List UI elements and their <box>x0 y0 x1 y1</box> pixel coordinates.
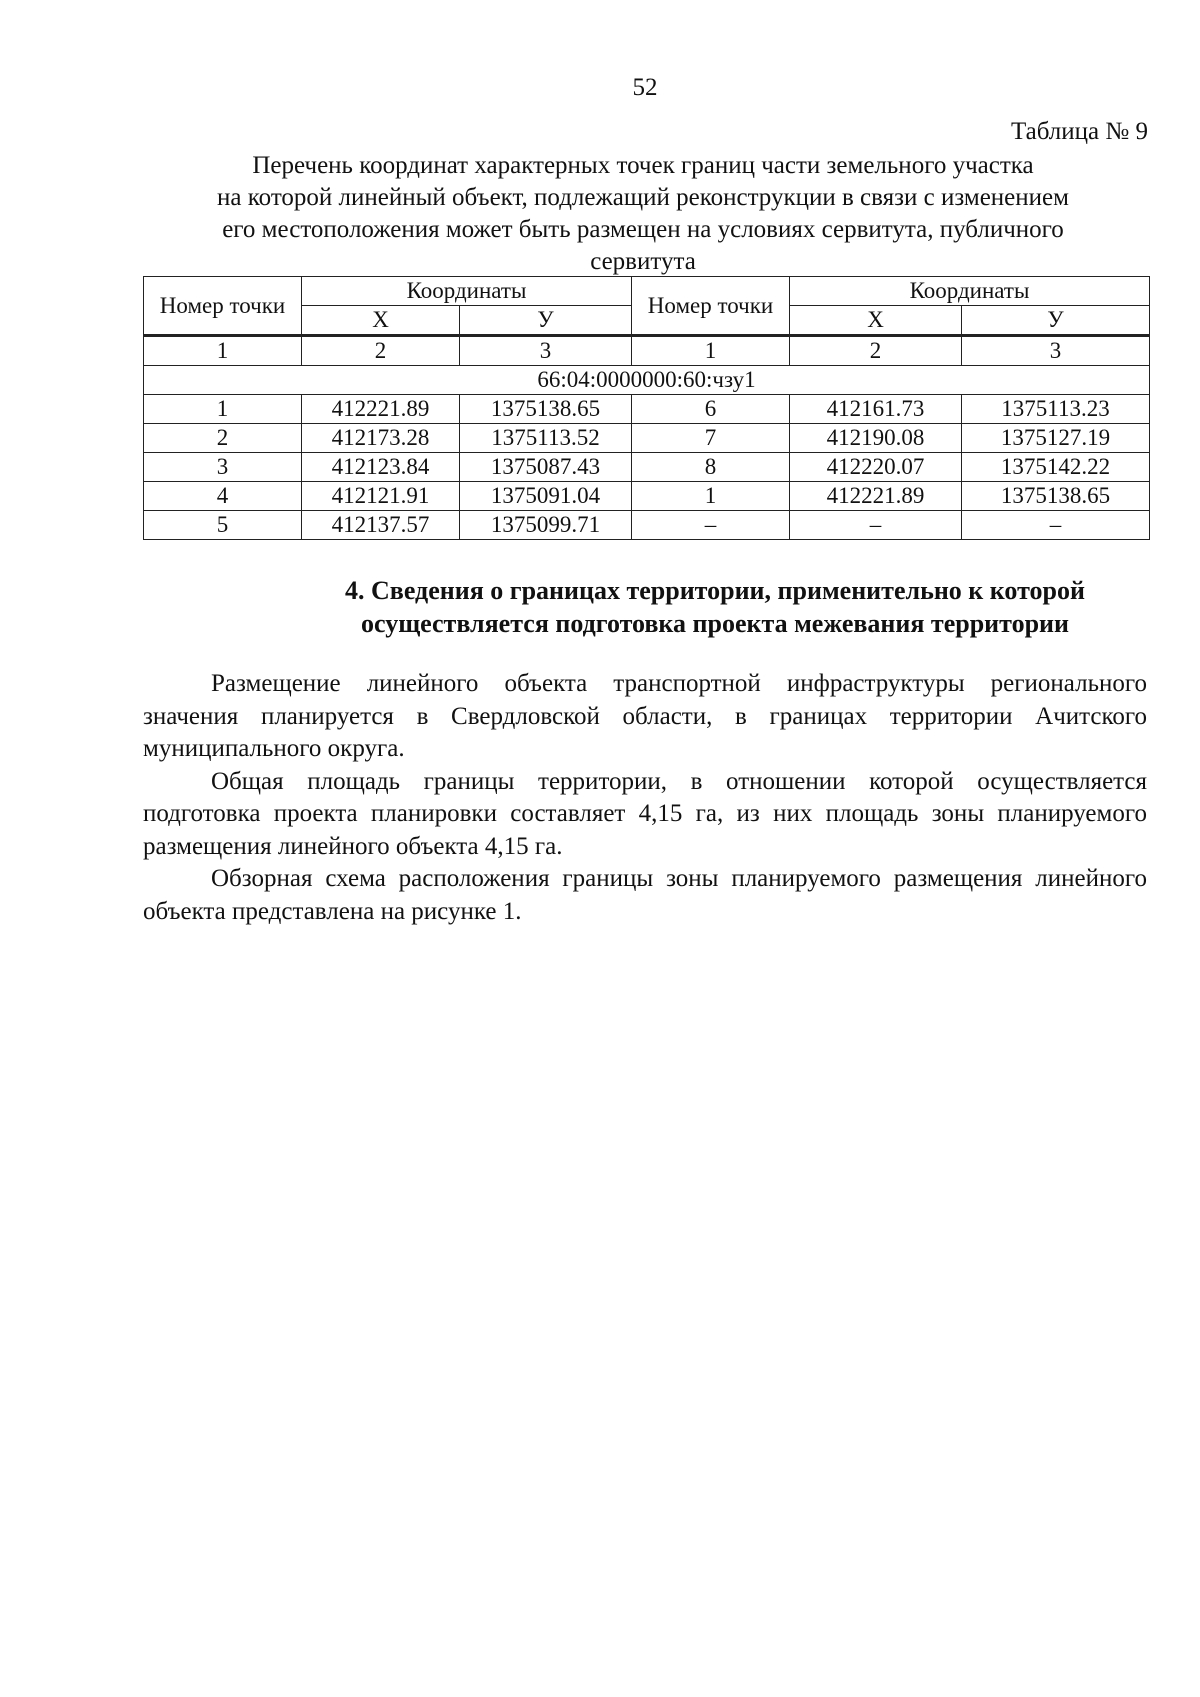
table-cell: 5 <box>144 511 302 540</box>
header-point-number-right: Номер точки <box>632 277 790 336</box>
table-caption-line: его местоположения может быть размещен на условиях сервитута, публичного <box>222 216 1064 243</box>
table-cell: – <box>962 511 1150 540</box>
table-caption-line: Перечень координат характерных точек границ части земельного участка <box>252 152 1034 179</box>
column-number: 3 <box>460 336 632 366</box>
column-number-row <box>144 336 1150 366</box>
table-cell: 412137.57 <box>302 511 460 540</box>
table-cell: 1375138.65 <box>460 395 632 424</box>
section-heading-line: 4. Сведения о границах территории, применительно к которой <box>345 576 1085 605</box>
header-y-right: У <box>962 306 1150 336</box>
table-row <box>144 395 1150 424</box>
table-row <box>144 482 1150 511</box>
paragraph: Обзорная схема расположения границы зоны планируемого размещения линейного объекта представлена на рисунке 1. <box>143 865 1147 925</box>
table-label: Таблица № 9 <box>1010 118 1148 145</box>
table-cell: 412190.08 <box>790 424 962 453</box>
column-number: 1 <box>144 336 302 366</box>
table-cell: 412173.28 <box>302 424 460 453</box>
table-caption <box>143 150 1143 278</box>
body-text <box>143 668 1147 928</box>
table-caption-line: сервитута <box>590 248 696 275</box>
table-cell: 1375087.43 <box>460 453 632 482</box>
paragraph: Общая площадь границы территории, в отношении которой осуществляется подготовка проекта планировки составляет 4,15 га, из них площадь зоны планируемого размещения линейного объекта 4,15 га. <box>143 767 1147 860</box>
table-cell: 6 <box>632 395 790 424</box>
paragraph: Размещение линейного объекта транспортной инфраструктуры регионального значения планируется в Свердловской области, в границах территории Ачитского муниципального округа. <box>143 670 1147 762</box>
header-y-left: У <box>460 306 632 336</box>
table-cell: 1375099.71 <box>460 511 632 540</box>
header-x-right: Х <box>790 306 962 336</box>
section-heading <box>280 574 1150 640</box>
column-number: 2 <box>790 336 962 366</box>
table-cell: 412221.89 <box>790 482 962 511</box>
header-coordinates-left: Координаты <box>302 277 632 306</box>
header-x-left: Х <box>302 306 460 336</box>
table-cell: 1 <box>632 482 790 511</box>
header-coordinates-right: Координаты <box>790 277 1150 306</box>
table-cell: 1375127.19 <box>962 424 1150 453</box>
parcel-id: 66:04:0000000:60:чзу1 <box>144 366 1150 395</box>
table-cell: 7 <box>632 424 790 453</box>
page-number: 52 <box>632 74 658 101</box>
table-row <box>144 511 1150 540</box>
table-cell: – <box>632 511 790 540</box>
table-cell: 412220.07 <box>790 453 962 482</box>
table-row <box>144 424 1150 453</box>
table-cell: 8 <box>632 453 790 482</box>
table-cell: 3 <box>144 453 302 482</box>
column-number: 3 <box>962 336 1150 366</box>
table-cell: 1375091.04 <box>460 482 632 511</box>
table-cell: 412221.89 <box>302 395 460 424</box>
column-number: 1 <box>632 336 790 366</box>
table-caption-line: на которой линейный объект, подлежащий реконструкции в связи с изменением <box>217 184 1069 211</box>
table-cell: 412123.84 <box>302 453 460 482</box>
table-cell: 1 <box>144 395 302 424</box>
table-cell: 4 <box>144 482 302 511</box>
table-cell: 1375138.65 <box>962 482 1150 511</box>
table-cell: 412161.73 <box>790 395 962 424</box>
table-cell: 412121.91 <box>302 482 460 511</box>
table-cell: 1375113.52 <box>460 424 632 453</box>
section-heading-line: осуществляется подготовка проекта межевания территории <box>361 609 1069 638</box>
header-point-number-left: Номер точки <box>144 277 302 336</box>
table-cell: 1375113.23 <box>962 395 1150 424</box>
table-cell: – <box>790 511 962 540</box>
column-number: 2 <box>302 336 460 366</box>
table-row <box>144 453 1150 482</box>
table-cell: 1375142.22 <box>962 453 1150 482</box>
parcel-row <box>144 366 1150 395</box>
table-cell: 2 <box>144 424 302 453</box>
coordinates-table <box>143 276 1150 540</box>
